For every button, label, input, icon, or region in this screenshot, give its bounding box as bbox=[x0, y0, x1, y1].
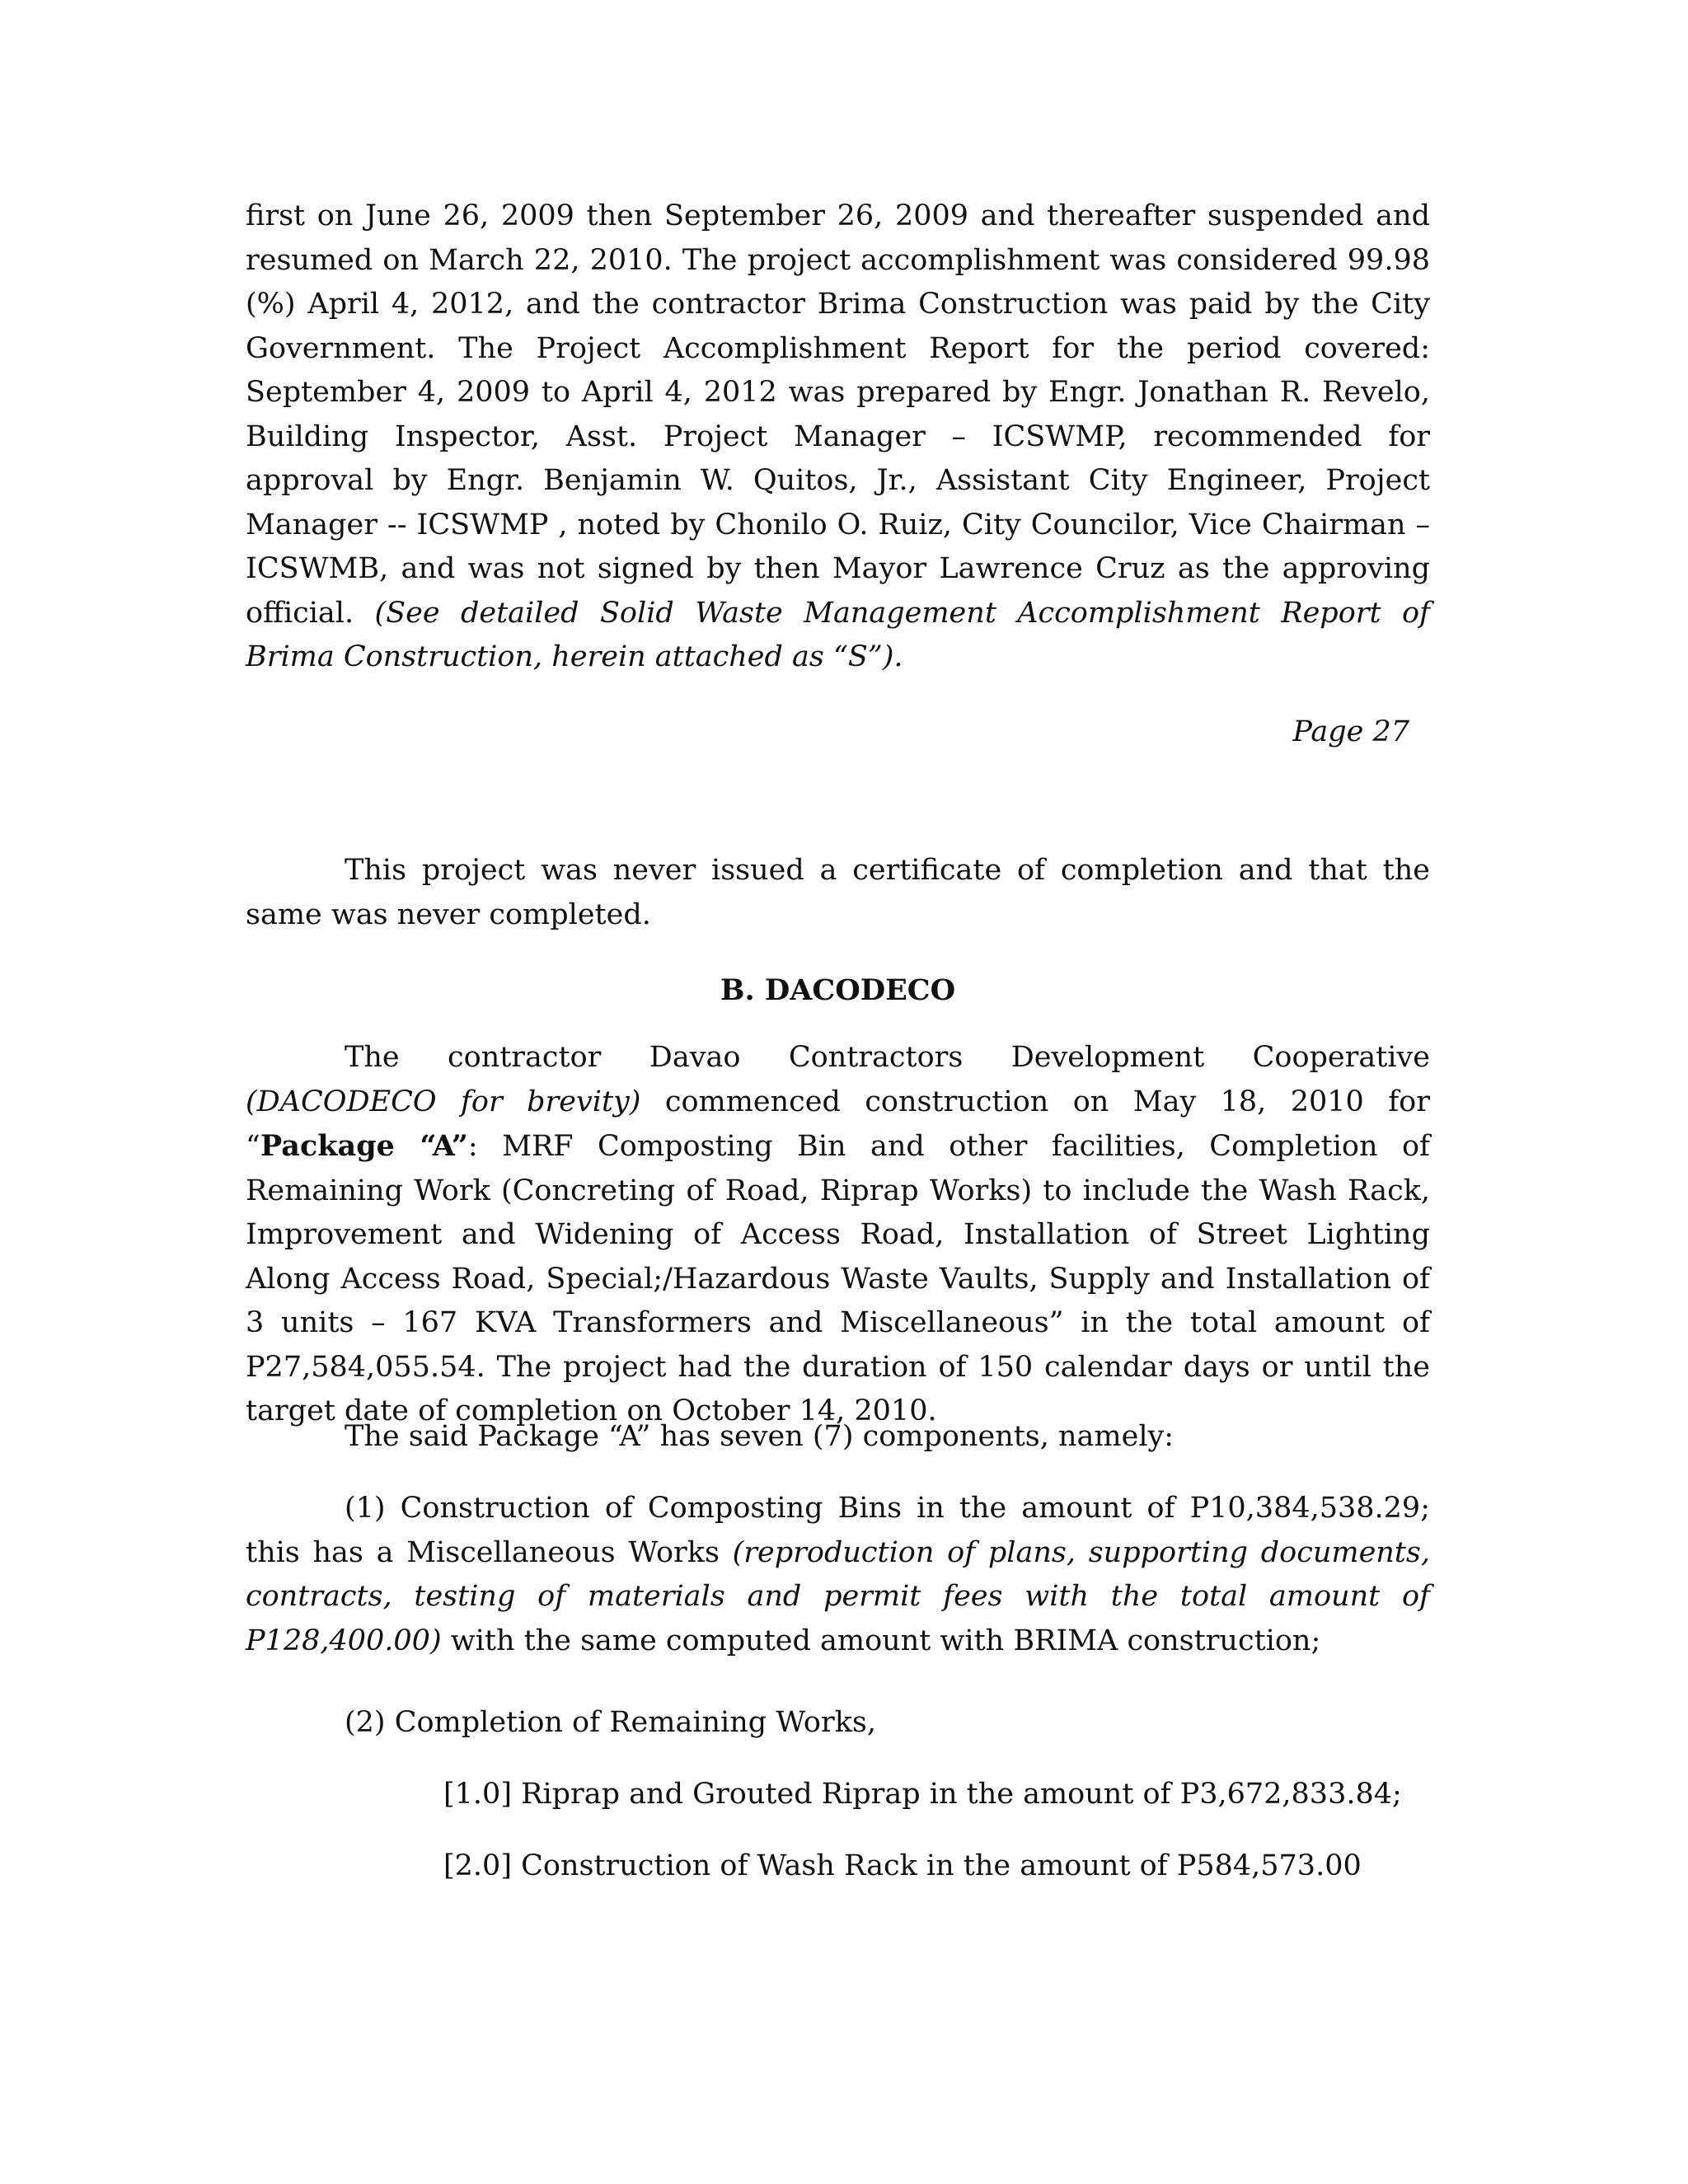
paragraph-3-text-c: : MRF Composting Bin and other facilities, Completion of Remaining Work (Concreting of Road, Riprap Works) to include the Wash Rack, Improvement and Widening of Access Road, Installation of Street Lighting Along Access Road, Special;/Hazardous Waste Vaults, Supply and Installation of 3 units – 167 KVA Transformers and Miscellaneous” in the total amount of P27,584,055.54. The project had the duration of 150 calendar days or until the target date of completion on October 14, 2010. bbox=[246, 1130, 1430, 1427]
list-item-riprap: [1.0] Riprap and Grouted Riprap in the amount of P3,672,833.84; bbox=[443, 1778, 1402, 1811]
paragraph-3-text-b: commenced construction on May 18, 2010 for “ bbox=[246, 1085, 1430, 1163]
paragraph-3-italic: (DACODECO for brevity) bbox=[246, 1085, 641, 1118]
paragraph-3-text-a: The contractor Davao Contractors Development Cooperative bbox=[345, 1041, 1430, 1074]
paragraph-no-certificate: This project was never issued a certificate of completion and that the same was never completed. bbox=[246, 854, 1430, 931]
paragraph-5-text-b: with the same computed amount with BRIMA construction; bbox=[441, 1624, 1321, 1657]
section-heading: B. DACODECO bbox=[720, 973, 956, 1007]
paragraph-1-italic-note: (See detailed Solid Waste Management Accomplishment Report of Brima Construction, herein attached as “S”). bbox=[246, 596, 1431, 673]
page-number: Page 27 bbox=[1292, 715, 1409, 748]
paragraph-remaining-works: (2) Completion of Remaining Works, bbox=[345, 1706, 877, 1739]
list-item-wash-rack: [2.0] Construction of Wash Rack in the amount of P584,573.00 bbox=[443, 1849, 1362, 1882]
paragraph-components-intro: The said Package “A” has seven (7) components, namely: bbox=[345, 1420, 1175, 1453]
paragraph-dacodeco-contract bbox=[246, 1036, 1430, 1434]
paragraph-5-italic: (reproduction of plans, supporting documents, contracts, testing of materials and permit fees with the total amount of P128,400.00) bbox=[246, 1535, 1430, 1657]
paragraph-5-text-a: (1) Construction of Composting Bins in the amount of P10,384,538.29; this has a Miscellaneous Works bbox=[246, 1492, 1430, 1569]
paragraph-composting-bins bbox=[246, 1487, 1430, 1663]
paragraph-1-text: first on June 26, 2009 then September 26, 2009 and thereafter suspended and resumed on March 22, 2010. The project accomplishment was considered 99.98 (%) April 4, 2012, and the contractor Brima Construction was paid by the City Government. The Project Accomplishment Report for the period covered: September 4, 2009 to April 4, 2012 was prepared by Engr. Jonathan R. Revelo, Building Inspector, Asst. Project Manager – ICSWMP, recommended for approval by Engr. Benjamin W. Quitos, Jr., Assistant City Engineer, Project Manager -- ICSWMP , noted by Chonilo O. Ruiz, City Councilor, Vice Chairman –ICSWMB, and was not signed by then Mayor Lawrence Cruz as the approving official. bbox=[246, 199, 1430, 630]
paragraph-project-accomplishment bbox=[246, 194, 1430, 680]
paragraph-3-bold: Package “A” bbox=[260, 1129, 468, 1163]
